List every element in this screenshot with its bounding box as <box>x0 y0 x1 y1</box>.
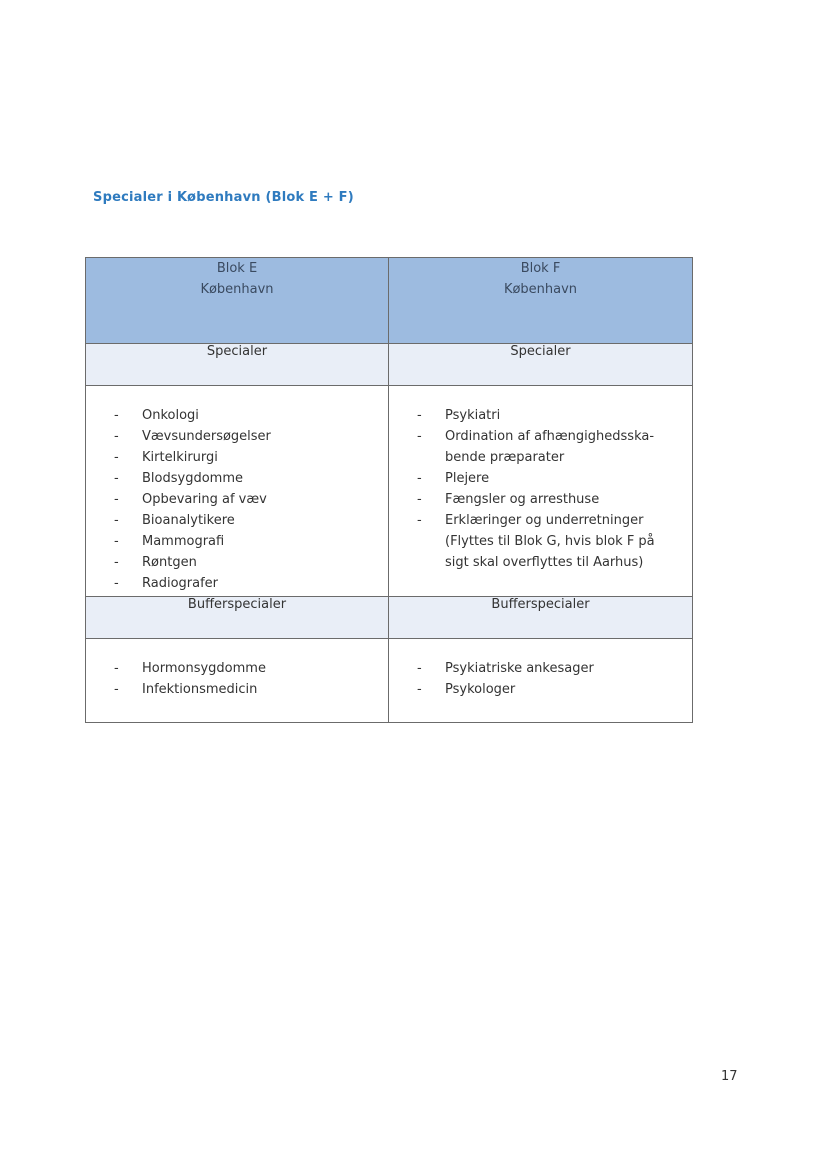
list-item-text: Vævsundersøgelser <box>142 429 271 444</box>
list-dash: - <box>417 682 422 697</box>
block-e-buffer-label: Bufferspecialer <box>86 597 389 639</box>
list-item <box>417 510 682 573</box>
block-e-specialer-label: Specialer <box>86 344 389 386</box>
list-item <box>114 573 378 594</box>
list-item <box>417 658 682 679</box>
list-item <box>417 426 682 468</box>
list-item <box>114 426 378 447</box>
specialer-table <box>85 257 693 723</box>
list-dash: - <box>114 450 119 465</box>
list-item-text: Hormonsygdomme <box>142 661 266 676</box>
block-f-city: København <box>503 282 578 297</box>
list-item-text: Blodsygdomme <box>142 471 243 486</box>
list-dash: - <box>114 471 119 486</box>
list-dash: - <box>417 471 422 486</box>
block-e-buffer-cell <box>86 639 389 723</box>
block-f-title: Blok F <box>520 261 561 276</box>
list-item <box>417 679 682 700</box>
list-item-text: Radiografer <box>142 576 219 591</box>
list-item-text: Plejere <box>445 471 490 486</box>
list-dash: - <box>114 408 119 423</box>
list-item <box>114 531 378 552</box>
block-f-specialer-list <box>389 386 692 573</box>
list-dash: - <box>417 429 422 444</box>
list-item-text: Ordination af afhængighedsska- bende præparater <box>445 429 655 465</box>
list-item-text: Kirtelkirurgi <box>142 450 218 465</box>
list-item <box>114 405 378 426</box>
list-dash: - <box>417 513 422 528</box>
list-item <box>114 552 378 573</box>
list-item <box>114 658 378 679</box>
list-item <box>417 489 682 510</box>
block-e-specialer-cell <box>86 386 389 597</box>
block-f-specialer-label: Specialer <box>389 344 693 386</box>
list-item-text: Røntgen <box>142 555 197 570</box>
page-heading: Specialer i København (Blok E + F) <box>93 190 354 205</box>
list-item-text: Onkologi <box>142 408 199 423</box>
list-dash: - <box>114 492 119 507</box>
list-dash: - <box>114 429 119 444</box>
block-e-specialer-list <box>86 386 388 594</box>
block-e-buffer-list <box>86 639 388 700</box>
block-f-buffer-list <box>389 639 692 700</box>
list-dash: - <box>417 661 422 676</box>
list-item-text: Psykiatri <box>445 408 501 423</box>
block-f-header <box>389 258 693 344</box>
list-dash: - <box>114 576 119 591</box>
list-item-text: Erklæringer og underretninger (Flyttes til Blok G, hvis blok F på sigt skal overflyttes til Aarhus) <box>445 513 655 570</box>
list-item-text: Mammografi <box>142 534 225 549</box>
list-item-text: Fængsler og arresthuse <box>445 492 600 507</box>
list-dash: - <box>114 513 119 528</box>
list-dash: - <box>114 682 119 697</box>
list-item <box>114 510 378 531</box>
block-e-header <box>86 258 389 344</box>
list-dash: - <box>114 661 119 676</box>
list-dash: - <box>417 492 422 507</box>
list-dash: - <box>417 408 422 423</box>
list-item <box>114 447 378 468</box>
list-dash: - <box>114 534 119 549</box>
block-f-buffer-label: Bufferspecialer <box>389 597 693 639</box>
list-item-text: Infektionsmedicin <box>142 682 258 697</box>
block-f-specialer-cell <box>389 386 693 597</box>
list-item <box>417 405 682 426</box>
page-number: 17 <box>721 1069 738 1084</box>
list-item-text: Bioanalytikere <box>142 513 235 528</box>
list-item <box>114 468 378 489</box>
block-e-city: København <box>200 282 274 297</box>
list-item-text: Psykologer <box>445 682 516 697</box>
list-item-text: Opbevaring af væv <box>142 492 267 507</box>
block-e-title: Blok E <box>216 261 258 276</box>
list-item <box>114 489 378 510</box>
list-dash: - <box>114 555 119 570</box>
list-item <box>114 679 378 700</box>
block-f-buffer-cell <box>389 639 693 723</box>
list-item <box>417 468 682 489</box>
list-item-text: Psykiatriske ankesager <box>445 661 594 676</box>
